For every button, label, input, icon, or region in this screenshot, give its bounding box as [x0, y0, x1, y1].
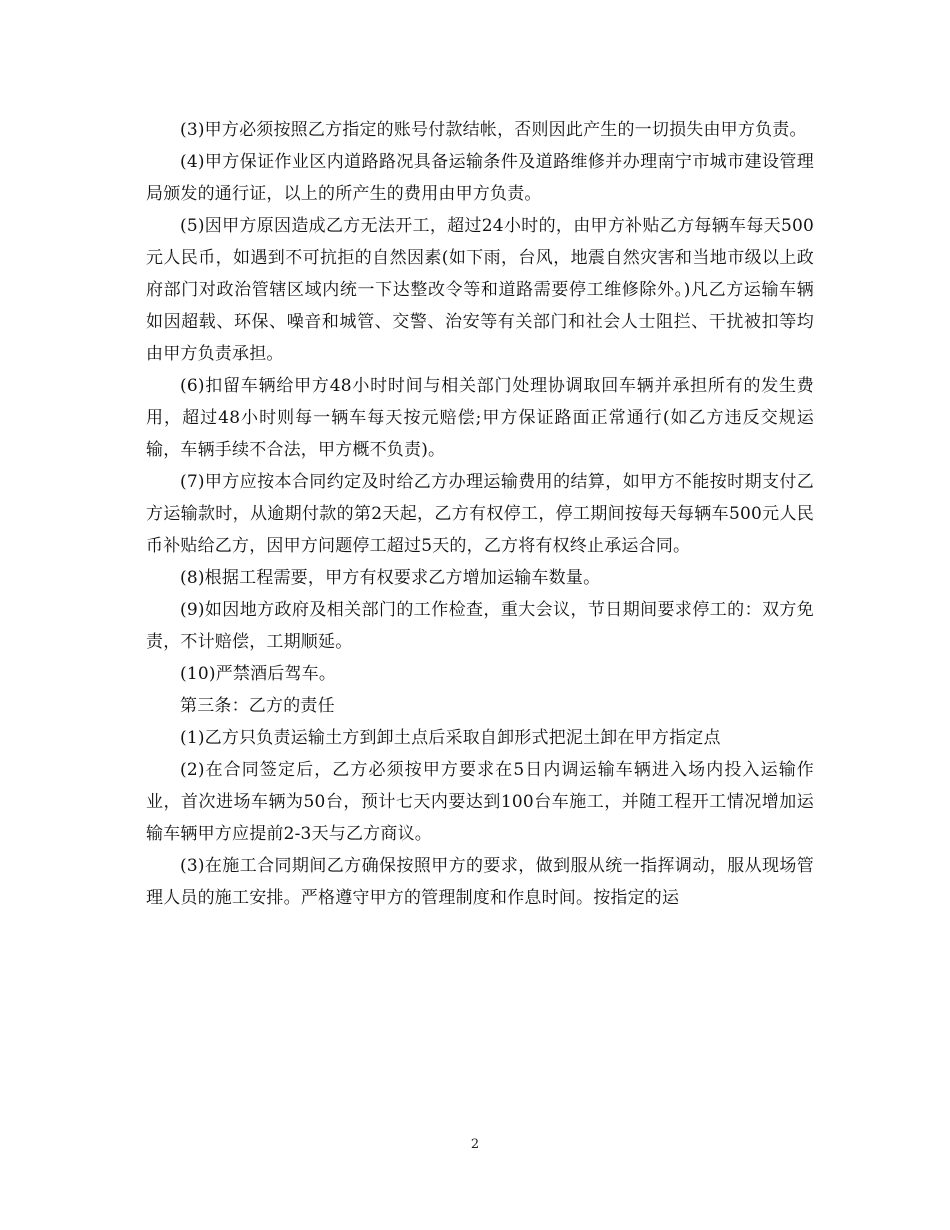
- clause-paragraph: (3)甲方必须按照乙方指定的账号付款结帐，否则因此产生的一切损失由甲方负责。: [180, 120, 807, 140]
- clause-paragraph: (9)如因地方政府及相关部门的工作检查，重大会议，节日期间要求停工的：双方免责，不计赔偿，工期顺延。: [146, 600, 814, 652]
- page-number: 2: [470, 1137, 480, 1152]
- clause-paragraph: (6)扣留车辆给甲方48小时时间与相关部门处理协调取回车辆并承担所有的发生费用，超过48小时则每一辆车每天按元赔偿;甲方保证路面正常通行(如乙方违反交规运输，车辆手续不合法，甲方概不负责)。: [146, 376, 814, 460]
- clause-paragraph: (3)在施工合同期间乙方确保按照甲方的要求，做到服从统一指挥调动，服从现场管理人员的施工安排。严格遵守甲方的管理制度和作息时间。按指定的运: [146, 856, 814, 908]
- clause-paragraph: (2)在合同签定后，乙方必须按甲方要求在5日内调运输车辆进入场内投入运输作业，首次进场车辆为50台，预计七天内要达到100台车施工，并随工程开工情况增加运输车辆甲方应提前2-3天与乙方商议。: [146, 760, 814, 844]
- document-body: [146, 114, 814, 914]
- clause-paragraph: (1)乙方只负责运输土方到卸土点后采取自卸形式把泥土卸在甲方指定点: [180, 728, 721, 748]
- clause-paragraph: (8)根据工程需要，甲方有权要求乙方增加运输车数量。: [180, 568, 601, 588]
- clause-paragraph: (7)甲方应按本合同约定及时给乙方办理运输费用的结算，如甲方不能按时期支付乙方运输款时，从逾期付款的第2天起，乙方有权停工，停工期间按每天每辆车500元人民币补贴给乙方，因甲方问题停工超过5天的，乙方将有权终止承运合同。: [146, 472, 814, 556]
- clause-paragraph: (5)因甲方原因造成乙方无法开工，超过24小时的，由甲方补贴乙方每辆车每天500元人民币，如遇到不可抗拒的自然因素(如下雨，台风，地震自然灾害和当地市级以上政府部门对政治管辖区域内统一下达整改令等和道路需要停工维修除外。)凡乙方运输车辆如因超载、环保、噪音和城管、交警、治安等有关部门和社会人士阻拦、干扰被扣等均由甲方负责承担。: [146, 216, 814, 364]
- clause-paragraph: (4)甲方保证作业区内道路路况具备运输条件及道路维修并办理南宁市城市建设管理局颁发的通行证，以上的所产生的费用由甲方负责。: [146, 152, 814, 204]
- clause-paragraph: (10)严禁酒后驾车。: [180, 664, 337, 684]
- section-heading: 第三条：乙方的责任: [180, 696, 335, 716]
